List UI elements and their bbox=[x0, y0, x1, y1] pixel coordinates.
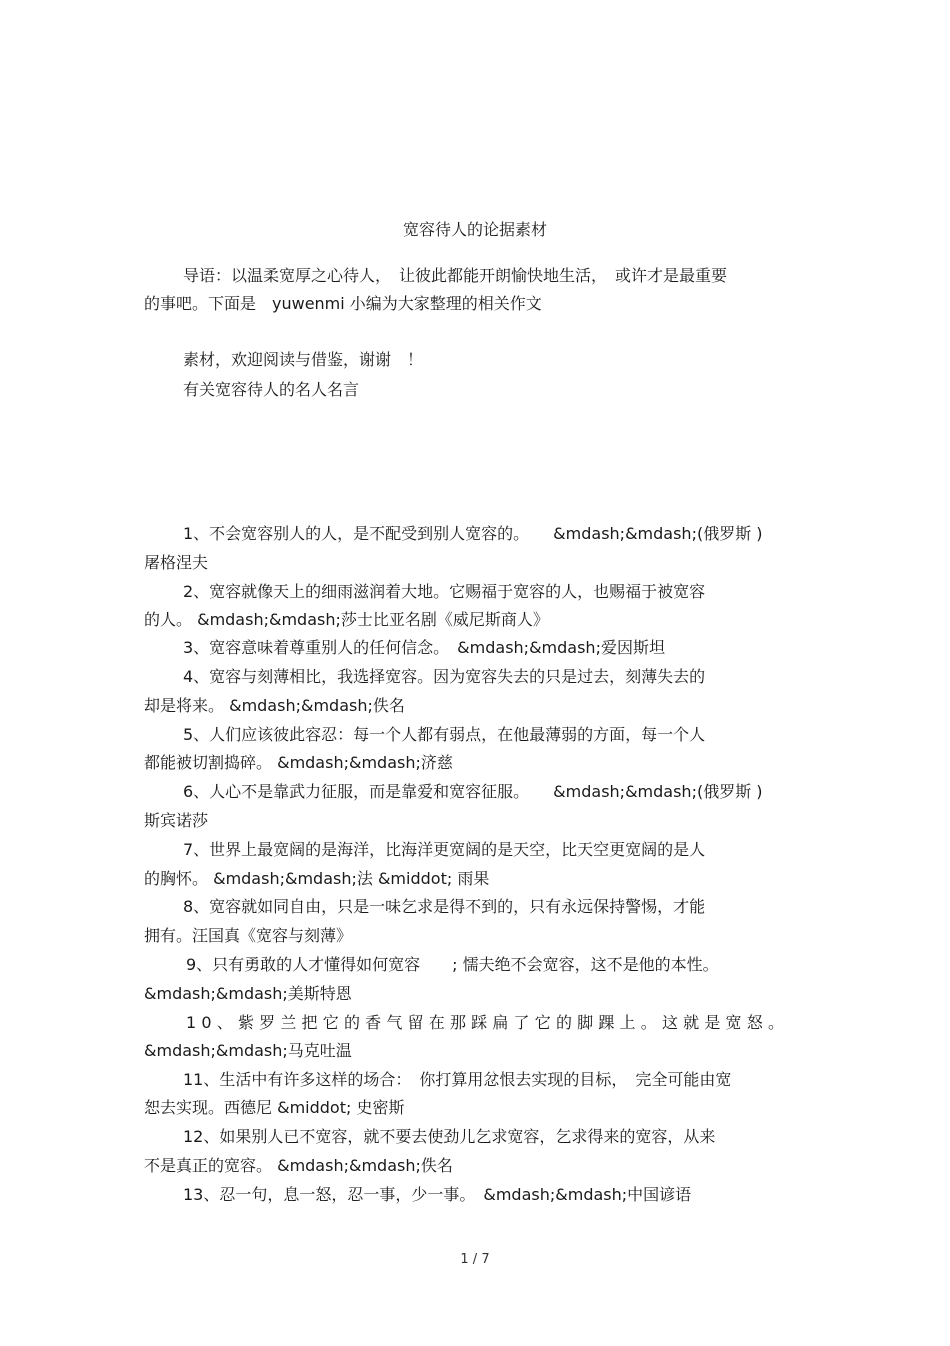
quote-6-line-1: 6、人心不是靠武力征服，而是靠爱和宽容征服。 &mdash;&mdash;(俄罗斯 ) bbox=[183, 782, 763, 801]
page-number: 1 / 7 bbox=[460, 1252, 490, 1267]
quote-11-line-2: 恕去实现。西德尼 &middot; 史密斯 bbox=[144, 1098, 405, 1117]
page-title: 宽容待人的论据素材 bbox=[402, 220, 547, 239]
quote-10-line-2: &mdash;&mdash;马克吐温 bbox=[144, 1041, 352, 1060]
quote-1-line-1: 1、不会宽容别人的人，是不配受到别人宽容的。 &mdash;&mdash;(俄罗斯 ) bbox=[183, 524, 763, 543]
quote-7-line-1: 7、世界上最宽阔的是海洋，比海洋更宽阔的是天空，比天空更宽阔的是人 bbox=[183, 840, 706, 859]
intro-line-3: 素材，欢迎阅读与借鉴，谢谢 ！ bbox=[183, 350, 424, 369]
quote-5-line-1: 5、人们应该彼此容忍：每一个人都有弱点，在他最薄弱的方面，每一个人 bbox=[183, 725, 706, 744]
quote-10-line-1: 10、紫罗兰把它的香气留在那踩扁了它的脚踝上。这就是宽怒。 bbox=[186, 1013, 790, 1032]
section-heading: 有关宽容待人的名人名言 bbox=[183, 380, 360, 399]
quote-4-line-2: 却是将来。 &mdash;&mdash;佚名 bbox=[144, 696, 405, 715]
quote-7-line-2: 的胸怀。 &mdash;&mdash;法 &middot; 雨果 bbox=[144, 869, 490, 888]
quote-12-line-2: 不是真正的宽容。 &mdash;&mdash;佚名 bbox=[144, 1156, 453, 1175]
quote-5-line-2: 都能被切割捣碎。 &mdash;&mdash;济慈 bbox=[144, 753, 453, 772]
quote-2-line-1: 2、宽容就像天上的细雨滋润着大地。它赐福于宽容的人，也赐福于被宽容 bbox=[183, 582, 706, 601]
quote-12-line-1: 12、如果别人已不宽容，就不要去使劲儿乞求宽容，乞求得来的宽容，从来 bbox=[183, 1127, 716, 1146]
quote-6-line-2: 斯宾诺莎 bbox=[144, 811, 209, 830]
quote-8-line-2: 拥有。汪国真《宽容与刻薄》 bbox=[144, 926, 353, 945]
intro-line-1: 导语：以温柔宽厚之心待人， 让彼此都能开朗愉快地生活， 或许才是最重要 bbox=[183, 266, 728, 285]
quote-4-line-1: 4、宽容与刻薄相比，我选择宽容。因为宽容失去的只是过去，刻薄失去的 bbox=[183, 667, 706, 686]
intro-line-2: 的事吧。下面是 yuwenmi 小编为大家整理的相关作文 bbox=[144, 294, 542, 313]
quote-2-line-2: 的人。 &mdash;&mdash;莎士比亚名剧《威尼斯商人》 bbox=[144, 610, 549, 629]
quote-9-line-2: &mdash;&mdash;美斯特恩 bbox=[144, 984, 352, 1003]
quote-11-line-1: 11、生活中有许多这样的场合： 你打算用忿恨去实现的目标， 完全可能由宽 bbox=[183, 1070, 732, 1089]
quote-1-line-2: 屠格涅夫 bbox=[144, 553, 209, 572]
quote-8-line-1: 8、宽容就如同自由，只是一味乞求是得不到的，只有永远保持警惕，才能 bbox=[183, 897, 706, 916]
quote-9-line-1: 9、只有勇敢的人才懂得如何宽容 ; 懦夫绝不会宽容，这不是他的本性。 bbox=[186, 955, 719, 974]
quote-13-line-1: 13、忍一句，息一怒，忍一事，少一事。 &mdash;&mdash;中国谚语 bbox=[183, 1185, 692, 1204]
quote-3-line-1: 3、宽容意味着尊重别人的任何信念。 &mdash;&mdash;爱因斯坦 bbox=[183, 638, 665, 657]
